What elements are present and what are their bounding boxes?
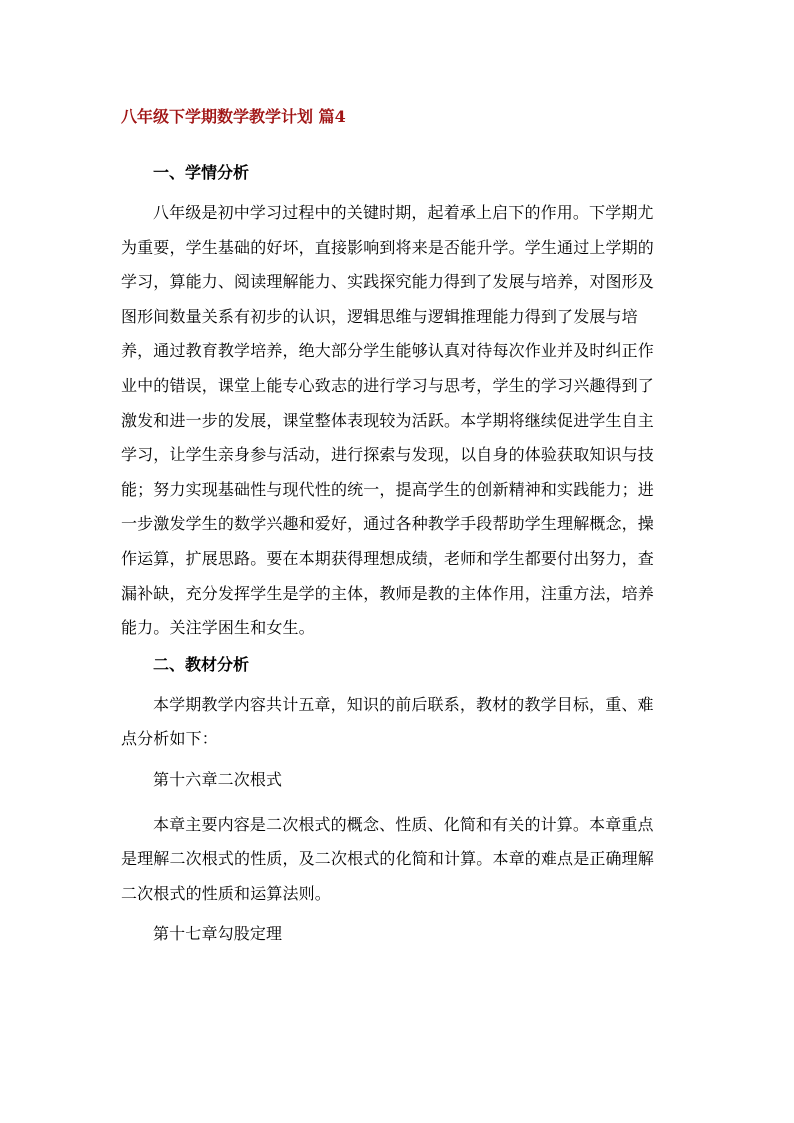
section-heading-student-analysis: 一、学情分析 <box>153 163 250 182</box>
document-title: 八年级下学期数学教学计划 篇4 <box>121 107 346 126</box>
textbook-analysis-intro: 本学期教学内容共计五章，知识的前后联系，教材的教学目标，重、难点分析如下： <box>121 694 654 749</box>
chapter-17-title: 第十七章勾股定理 <box>153 924 283 944</box>
chapter-16-title: 第十六章二次根式 <box>153 769 283 789</box>
section-heading-textbook-analysis: 二、教材分析 <box>153 654 250 674</box>
student-analysis-paragraph: 八年级是初中学习过程中的关键时期，起着承上启下的作用。下学期尤为重要，学生基础的好坏，直接影响到将来是否能升学。学生通过上学期的学习，算能力、阅读理解能力、实践探究能力得到了发展与培养，对图形及图形间数量关系有初步的认识，逻辑思维与逻辑推理能力得到了发展与培养，通过教育教学培养，绝大部分学生能够认真对待每次作业并及时纠正作业中的错误，课堂上能专心致志的进行学习与思考，学生的学习兴趣得到了激发和进一步的发展，课堂整体表现较为活跃。本学期将继续促进学生自主学习，让学生亲身参与活动，进行探索与发现，以自身的体验获取知识与技能；努力实现基础性与现代性的统一，提高学生的创新精神和实践能力；进一步激发学生的数学兴趣和爱好，通过各种教学手段帮助学生理解概念，操作运算，扩展思路。要在本期获得理想成绩，老师和学生都要付出努力，查漏补缺，充分发挥学生是学的主体，教师是教的主体作用，注重方法，培养能力。关注学困生和女生。 <box>121 203 654 638</box>
chapter-16-paragraph: 本章主要内容是二次根式的概念、性质、化简和有关的计算。本章重点是理解二次根式的性质，及二次根式的化简和计算。本章的难点是正确理解二次根式的性质和运算法则。 <box>121 814 654 903</box>
document-body <box>121 104 669 962</box>
